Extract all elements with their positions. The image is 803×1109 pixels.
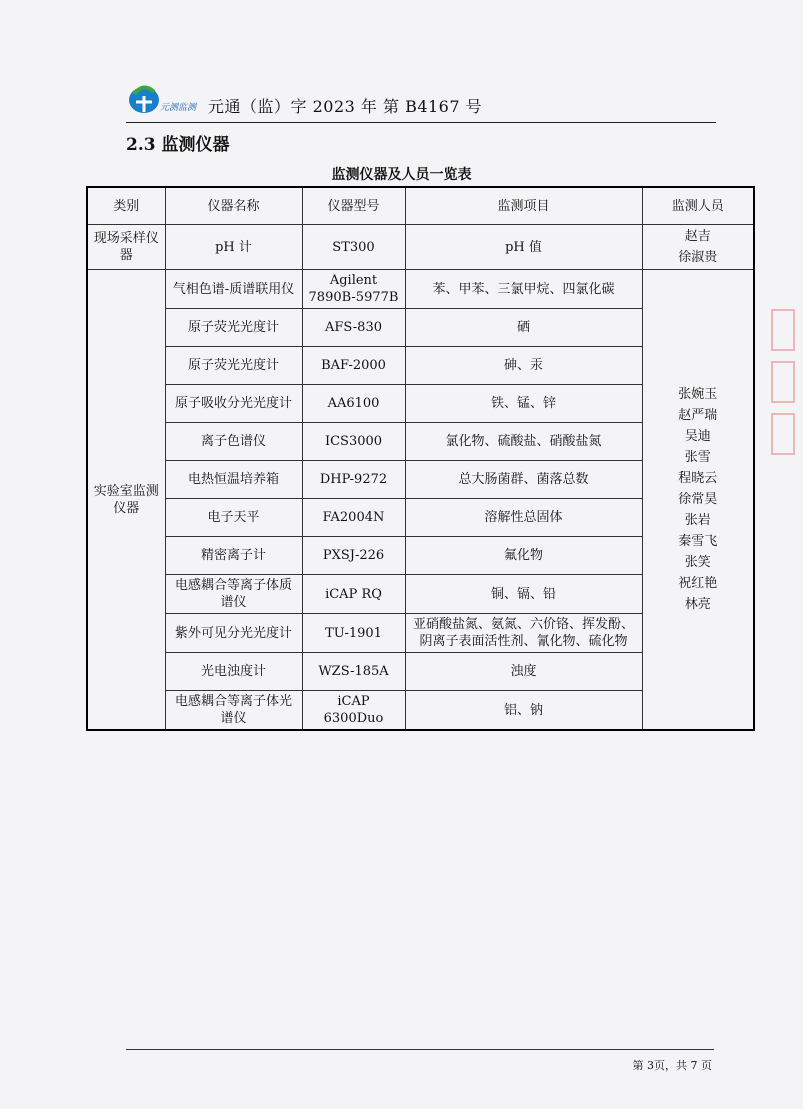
document-number: 元通（监）字 2023 年 第 B4167 号 <box>208 97 483 116</box>
personnel-name: 张笑 <box>684 555 711 570</box>
table-header-row <box>87 187 754 225</box>
model-cell: DHP-9272 <box>302 461 405 499</box>
footer-divider <box>126 1049 714 1050</box>
instrument-cell: 紫外可见分光光度计 <box>165 614 302 653</box>
item-cell: 铝、钠 <box>405 691 642 731</box>
model-cell: FA2004N <box>302 499 405 537</box>
model-cell: BAF-2000 <box>302 347 405 385</box>
table-caption: 监测仪器及人员一览表 <box>331 167 472 183</box>
column-header: 监测人员 <box>642 187 754 225</box>
model-cell: ST300 <box>302 225 405 270</box>
item-cell: 亚硝酸盐氮、氨氮、六价铬、挥发酚、阴离子表面活性剂、氰化物、硫化物 <box>405 614 642 653</box>
category-cell: 现场采样仪器 <box>87 225 165 270</box>
page-number: 第 3页，共 7 页 <box>632 1059 712 1072</box>
personnel-cell <box>642 225 754 270</box>
instrument-cell: 电感耦合等离子体质谱仪 <box>165 575 302 614</box>
instrument-cell: 原子吸收分光光度计 <box>165 385 302 423</box>
item-cell: 总大肠菌群、菌落总数 <box>405 461 642 499</box>
personnel-name: 秦雪飞 <box>678 534 718 549</box>
model-cell: ICS3000 <box>302 423 405 461</box>
seal-stamp-icon <box>768 300 798 470</box>
personnel-name: 张婉玉 <box>678 387 718 402</box>
instrument-cell: 原子荧光光度计 <box>165 309 302 347</box>
personnel-name: 徐淑贵 <box>678 250 718 265</box>
model-cell: TU-1901 <box>302 614 405 653</box>
table-row <box>87 270 754 309</box>
item-cell: 浊度 <box>405 653 642 691</box>
model-cell: PXSJ-226 <box>302 537 405 575</box>
item-cell: 铜、镉、铅 <box>405 575 642 614</box>
model-cell: iCAP RQ <box>302 575 405 614</box>
personnel-name: 张岩 <box>684 513 711 528</box>
personnel-name: 吴迪 <box>684 429 711 444</box>
personnel-name: 赵吉 <box>684 229 711 244</box>
column-header: 类别 <box>87 187 165 225</box>
item-cell: 溶解性总固体 <box>405 499 642 537</box>
instrument-cell: 电感耦合等离子体光谱仪 <box>165 691 302 731</box>
instruments-table <box>86 186 755 731</box>
instrument-cell: 离子色谱仪 <box>165 423 302 461</box>
company-logo-icon <box>128 80 216 116</box>
instrument-cell: 气相色谱-质谱联用仪 <box>165 270 302 309</box>
column-header: 监测项目 <box>405 187 642 225</box>
column-header: 仪器名称 <box>165 187 302 225</box>
model-cell: AA6100 <box>302 385 405 423</box>
instrument-cell: 精密离子计 <box>165 537 302 575</box>
instrument-cell: 电热恒温培养箱 <box>165 461 302 499</box>
document-header <box>126 80 716 123</box>
item-cell: pH 值 <box>405 225 642 270</box>
instrument-cell: 原子荧光光度计 <box>165 347 302 385</box>
item-cell: 砷、汞 <box>405 347 642 385</box>
model-cell: WZS-185A <box>302 653 405 691</box>
personnel-name: 赵严瑞 <box>678 408 718 423</box>
item-cell: 氟化物 <box>405 537 642 575</box>
personnel-name: 林亮 <box>684 597 711 612</box>
table-row <box>87 225 754 270</box>
item-cell: 苯、甲苯、三氯甲烷、四氯化碳 <box>405 270 642 309</box>
section-title: 2.3 监测仪器 <box>126 135 230 155</box>
model-cell: Agilent 7890B-5977B <box>302 270 405 309</box>
model-cell: AFS-830 <box>302 309 405 347</box>
item-cell: 铁、锰、锌 <box>405 385 642 423</box>
personnel-cell <box>642 270 754 731</box>
item-cell: 硒 <box>405 309 642 347</box>
personnel-name: 徐常昊 <box>678 492 718 507</box>
column-header: 仪器型号 <box>302 187 405 225</box>
personnel-name: 张雪 <box>684 450 711 465</box>
svg-text:元测监测: 元测监测 <box>160 103 197 113</box>
personnel-name: 程晓云 <box>678 471 718 486</box>
category-cell: 实验室监测仪器 <box>87 270 165 731</box>
instrument-cell: 电子天平 <box>165 499 302 537</box>
model-cell: iCAP 6300Duo <box>302 691 405 731</box>
item-cell: 氯化物、硫酸盐、硝酸盐氮 <box>405 423 642 461</box>
instrument-cell: 光电浊度计 <box>165 653 302 691</box>
personnel-name: 祝红艳 <box>678 576 718 591</box>
instrument-cell: pH 计 <box>165 225 302 270</box>
